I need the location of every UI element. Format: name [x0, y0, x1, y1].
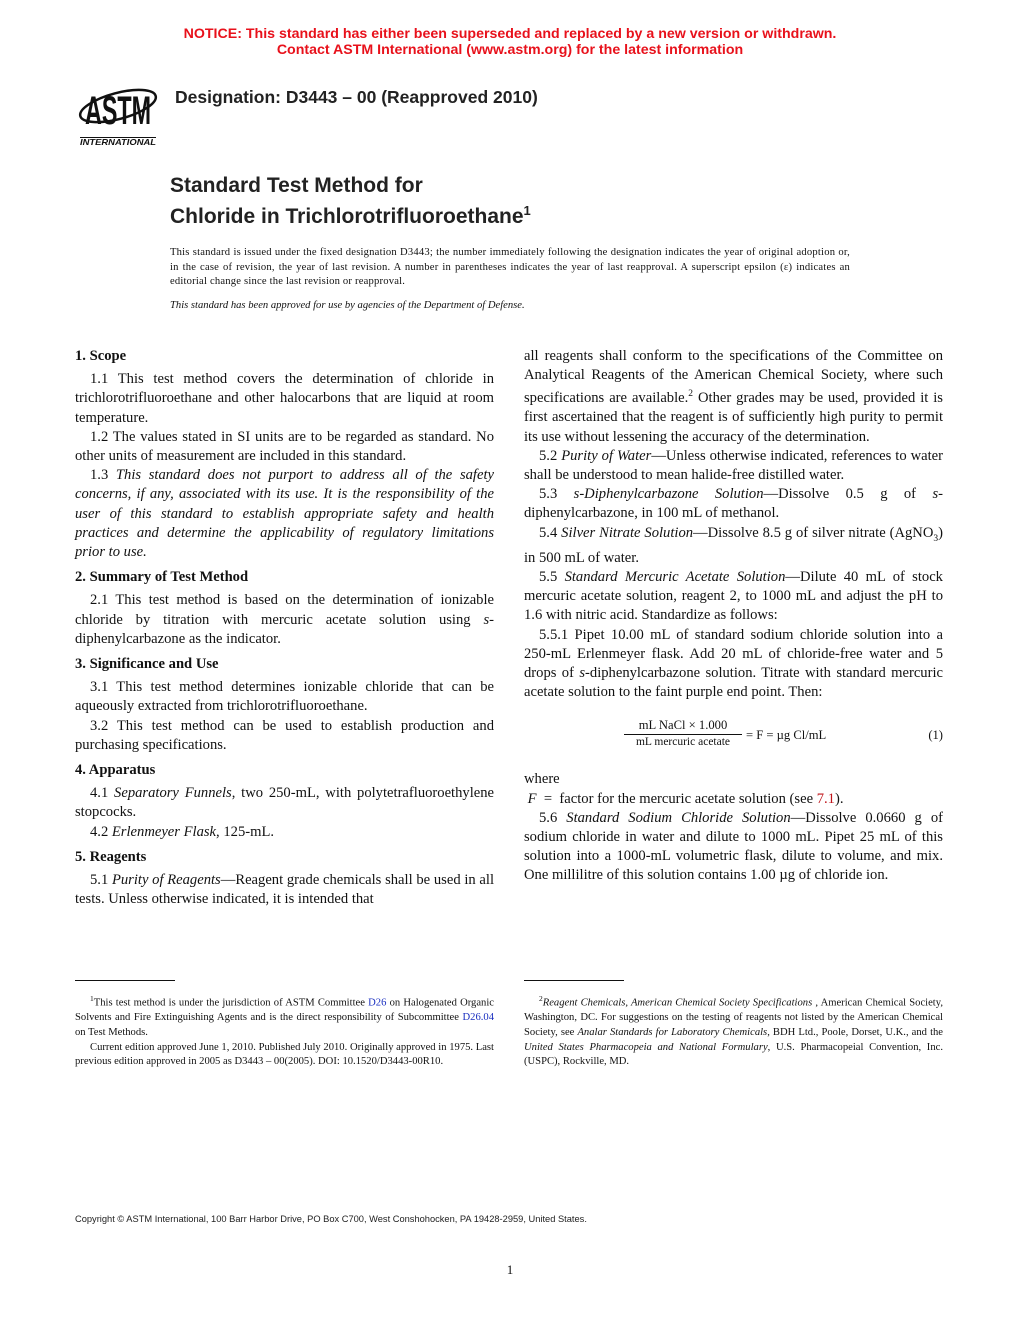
equation-fraction: [624, 718, 742, 750]
document-title: [170, 174, 531, 229]
equation-denominator: mL mercuric acetate: [635, 736, 731, 749]
text-segment: s: [932, 486, 939, 503]
text-segment: 5.5.1 Pipet 10.00 mL of standard sodium chloride solution into a 250-mL Erlenmeyer flask. Add 20 mL of chloride-free water and 5 drops of: [524, 626, 943, 682]
footnote-2: [524, 992, 943, 1070]
paragraph: [75, 678, 494, 716]
fn2-text-b: , BDH Ltd., Poole, Dorset, U.K., and the: [767, 1026, 944, 1038]
fn1-text-a: This test method is under the jurisdiction of ASTM Committee: [93, 997, 369, 1009]
text-segment: —Dissolve 0.5 g of: [763, 486, 933, 503]
notice-line-2: Contact ASTM International (www.astm.org) for the latest information: [276, 41, 744, 58]
fn2-italic-3: United States Pharmacopeia and National Formulary: [524, 1041, 768, 1053]
title-line-2: Chloride in Trichlorotrifluoroethane: [170, 204, 524, 228]
equation-1: [524, 710, 943, 758]
paragraph: [524, 568, 943, 626]
svg-text:INTERNATIONAL: INTERNATIONAL: [80, 137, 156, 147]
footnote-1: [75, 992, 494, 1070]
paragraph: [524, 524, 943, 568]
paragraph: [75, 784, 494, 822]
withdrawn-notice: [0, 27, 1020, 58]
where-var: F: [527, 790, 537, 807]
designation: Designation: D3443 – 00 (Reapproved 2010): [175, 87, 538, 107]
text-segment: s: [483, 611, 490, 628]
text-segment: —Dilute 40 mL of stock mercuric acetate solution, reagent 2, to 1000 mL and adjust the pH to 1.6 with nitric acid. Standardize as follows:: [524, 569, 943, 624]
text-segment: 5.3: [539, 486, 574, 503]
equation-number: (1): [928, 728, 943, 743]
text-segment: 2.1 This test method is based on the determination of ionizable chloride by titration with mercuric acetate solution using: [75, 592, 494, 628]
section-heading: [75, 568, 494, 587]
section-heading: [75, 347, 494, 366]
where-end: ).: [834, 790, 844, 807]
text-segment: 3.1 This test method determines ionizable chloride that can be aqueously extracted from trichlorotrifluoroethane.: [75, 679, 494, 715]
subcommittee-d26-04-link[interactable]: D26.04: [462, 1012, 494, 1024]
fn1-edition-text: Current edition approved June 1, 2010. Published July 2010. Originally approved in 1975. Last previous edition approved in 2005 as D3443 – 00(2005). DOI: 10.1520/D3443-00R10.: [75, 1041, 494, 1068]
text-segment: s-Diphenylcarbazone Solution: [573, 486, 764, 503]
where-definition: [524, 790, 943, 809]
where-label: where: [524, 771, 560, 788]
fn2-italic-1: Reagent Chemicals, American Chemical Society Specifications: [542, 997, 813, 1009]
text-segment: Standard Sodium Chloride Solution: [566, 809, 791, 826]
text-segment: 3.2 This test method can be used to establish production and purchasing specifications.: [75, 717, 494, 753]
text-segment: 4. Apparatus: [75, 762, 156, 779]
paragraph: [524, 626, 943, 703]
text-segment: 5. Reagents: [75, 848, 147, 865]
text-segment: 2. Summary of Test Method: [75, 569, 249, 586]
text-segment: , two 250-mL, with polytetrafluoroethylene stopcocks.: [75, 785, 495, 821]
paragraph: [524, 447, 943, 485]
left-column: [75, 347, 494, 909]
fn1-mark: 1: [90, 994, 94, 1003]
fn1-text-c: on Test Methods.: [75, 1026, 148, 1038]
astm-logo: [76, 76, 160, 148]
svg-text:ASTM: ASTM: [85, 89, 151, 133]
fn2-mark: 2: [539, 994, 543, 1003]
text-segment: -diphenylcarbazone as the indicator.: [75, 611, 494, 647]
text-segment: Silver Nitrate Solution: [561, 524, 694, 541]
where-text: factor for the mercuric acetate solution (see: [559, 790, 817, 807]
text-segment: -diphenylcarbazone solution. Titrate with standard mercuric acetate solution to the faint purple end point. Then:: [524, 665, 943, 701]
where-eq: =: [543, 790, 553, 807]
text-segment: Standard Mercuric Acetate Solution: [564, 569, 786, 585]
text-segment: all reagents shall conform to the specifications of the Committee on Analytical Reagents of the American Chemical Society, where such specifications are available.: [524, 348, 943, 407]
paragraph: [75, 466, 494, 562]
fn2-text-c: , U.S. Pharmacopeial Convention, Inc. (USPC), Rockville, MD.: [524, 1041, 943, 1068]
equation-rhs: = F = µg Cl/mL: [746, 728, 827, 743]
dod-approval-note: This standard has been approved for use by agencies of the Department of Defense.: [170, 300, 525, 311]
fn2-text-a: , American Chemical Society, Washington, DC. For suggestions on the testing of reagents not listed by the American Chemical Society, see: [524, 997, 943, 1038]
text-segment: This standard does not purport to address all of the safety concerns, if any, associated with its use. It is the responsibility of the user of this standard to establish appropriate safety and health practices and determine the applicability of regulatory limitations prior to use.: [75, 467, 494, 561]
text-segment: 5.2: [539, 447, 562, 464]
text-segment: Purity of Reagents: [111, 872, 221, 889]
text-segment: 1.2 The values stated in SI units are to be regarded as standard. No other units of measurement are included in this standard.: [75, 428, 494, 465]
paragraph: [75, 823, 494, 842]
text-segment: 5.1: [90, 872, 112, 889]
fn1-text-b: on Halogenated Organic Solvents and Fire Extinguishing Agents and is the direct responsibility of Subcommittee: [75, 997, 495, 1024]
paragraph: [75, 717, 494, 755]
text-segment: 5.6: [539, 809, 567, 826]
notice-line-1: NOTICE: This standard has either been superseded and replaced by a new version or withdrawn.: [183, 26, 837, 42]
title-footnote-mark: 1: [523, 202, 531, 218]
text-segment: Separatory Funnels: [114, 785, 232, 802]
text-segment: 4.2: [90, 823, 112, 840]
fn2-italic-2: Analar Standards for Laboratory Chemicals: [577, 1026, 768, 1038]
right-column: [524, 347, 943, 886]
footnote-divider-left: [75, 980, 175, 981]
text-segment: 1.3: [90, 467, 116, 484]
text-segment: 3: [933, 533, 939, 544]
text-segment: 1. Scope: [75, 348, 127, 364]
committee-d26-link[interactable]: D26: [368, 997, 387, 1009]
equation-where: [524, 770, 943, 808]
text-segment: 5.4: [539, 524, 562, 541]
paragraph: [75, 370, 494, 428]
text-segment: Other grades may be used, provided it is first ascertained that the reagent is of sufficiently high purity to permit its use without lessening the accuracy of the determination.: [524, 390, 943, 445]
text-segment: 5.5: [539, 569, 565, 585]
paragraph: [75, 871, 494, 909]
text-segment: —Dissolve 8.5 g of silver nitrate (AgNO: [693, 524, 934, 541]
copyright: Copyright © ASTM International, 100 Barr Harbor Drive, PO Box C700, West Conshohocken, PA 19428-2959, United States.: [75, 1214, 587, 1224]
text-segment: Purity of Water: [561, 447, 652, 464]
paragraph: [524, 347, 943, 447]
footnote-divider-right: [524, 980, 624, 981]
paragraph: [75, 428, 494, 466]
text-segment: s: [579, 665, 586, 682]
issued-note: This standard is issued under the fixed designation D3443; the number immediately following the designation indicates the year of original adoption or, in the case of revision, the year of last revision. A number in parentheses indicates the year of last reapproval. A superscript epsilon (ε) indicates an editorial change since the last revision or reapproval.: [170, 247, 850, 288]
text-segment: —Dissolve 0.0660 g of sodium chloride in water and dilute to 1000 mL. Pipet 25 mL of this solution into a 1000-mL volumetric flask, dilute to volume, and mix. One millilitre of this solution contains 1.00 µg of chloride ion.: [524, 809, 943, 884]
paragraph: [524, 485, 943, 523]
text-segment: —Unless otherwise indicated, references to water shall be understood to mean halide-free distilled water.: [524, 447, 944, 484]
text-segment: Erlenmeyer Flask: [111, 823, 217, 840]
page-number: 1: [506, 1262, 514, 1277]
paragraph: [75, 591, 494, 649]
text-segment: 4.1: [90, 785, 115, 802]
text-segment: 1.1 This test method covers the determination of chloride in trichlorotrifluoroethane and other halocarbons that are liquid at room temperature.: [75, 371, 494, 426]
text-segment: , 125-mL.: [216, 823, 275, 840]
title-line-1: Standard Test Method for: [170, 174, 423, 197]
text-segment: —Reagent grade chemicals shall be used in all tests. Unless otherwise indicated, it is intended that: [75, 872, 495, 908]
text-segment: -diphenylcarbazone, in 100 mL of methanol.: [524, 486, 943, 522]
footnote-ref: 2: [688, 389, 694, 400]
section-7-1-link[interactable]: 7.1: [816, 790, 835, 807]
section-heading: [75, 761, 494, 780]
text-segment: ) in 500 mL of water.: [524, 524, 944, 566]
paragraph: [524, 809, 943, 886]
equation-numerator: mL NaCl × 1.000: [624, 718, 742, 735]
section-heading: [75, 848, 494, 867]
section-heading: [75, 655, 494, 674]
text-segment: 3. Significance and Use: [75, 656, 219, 673]
